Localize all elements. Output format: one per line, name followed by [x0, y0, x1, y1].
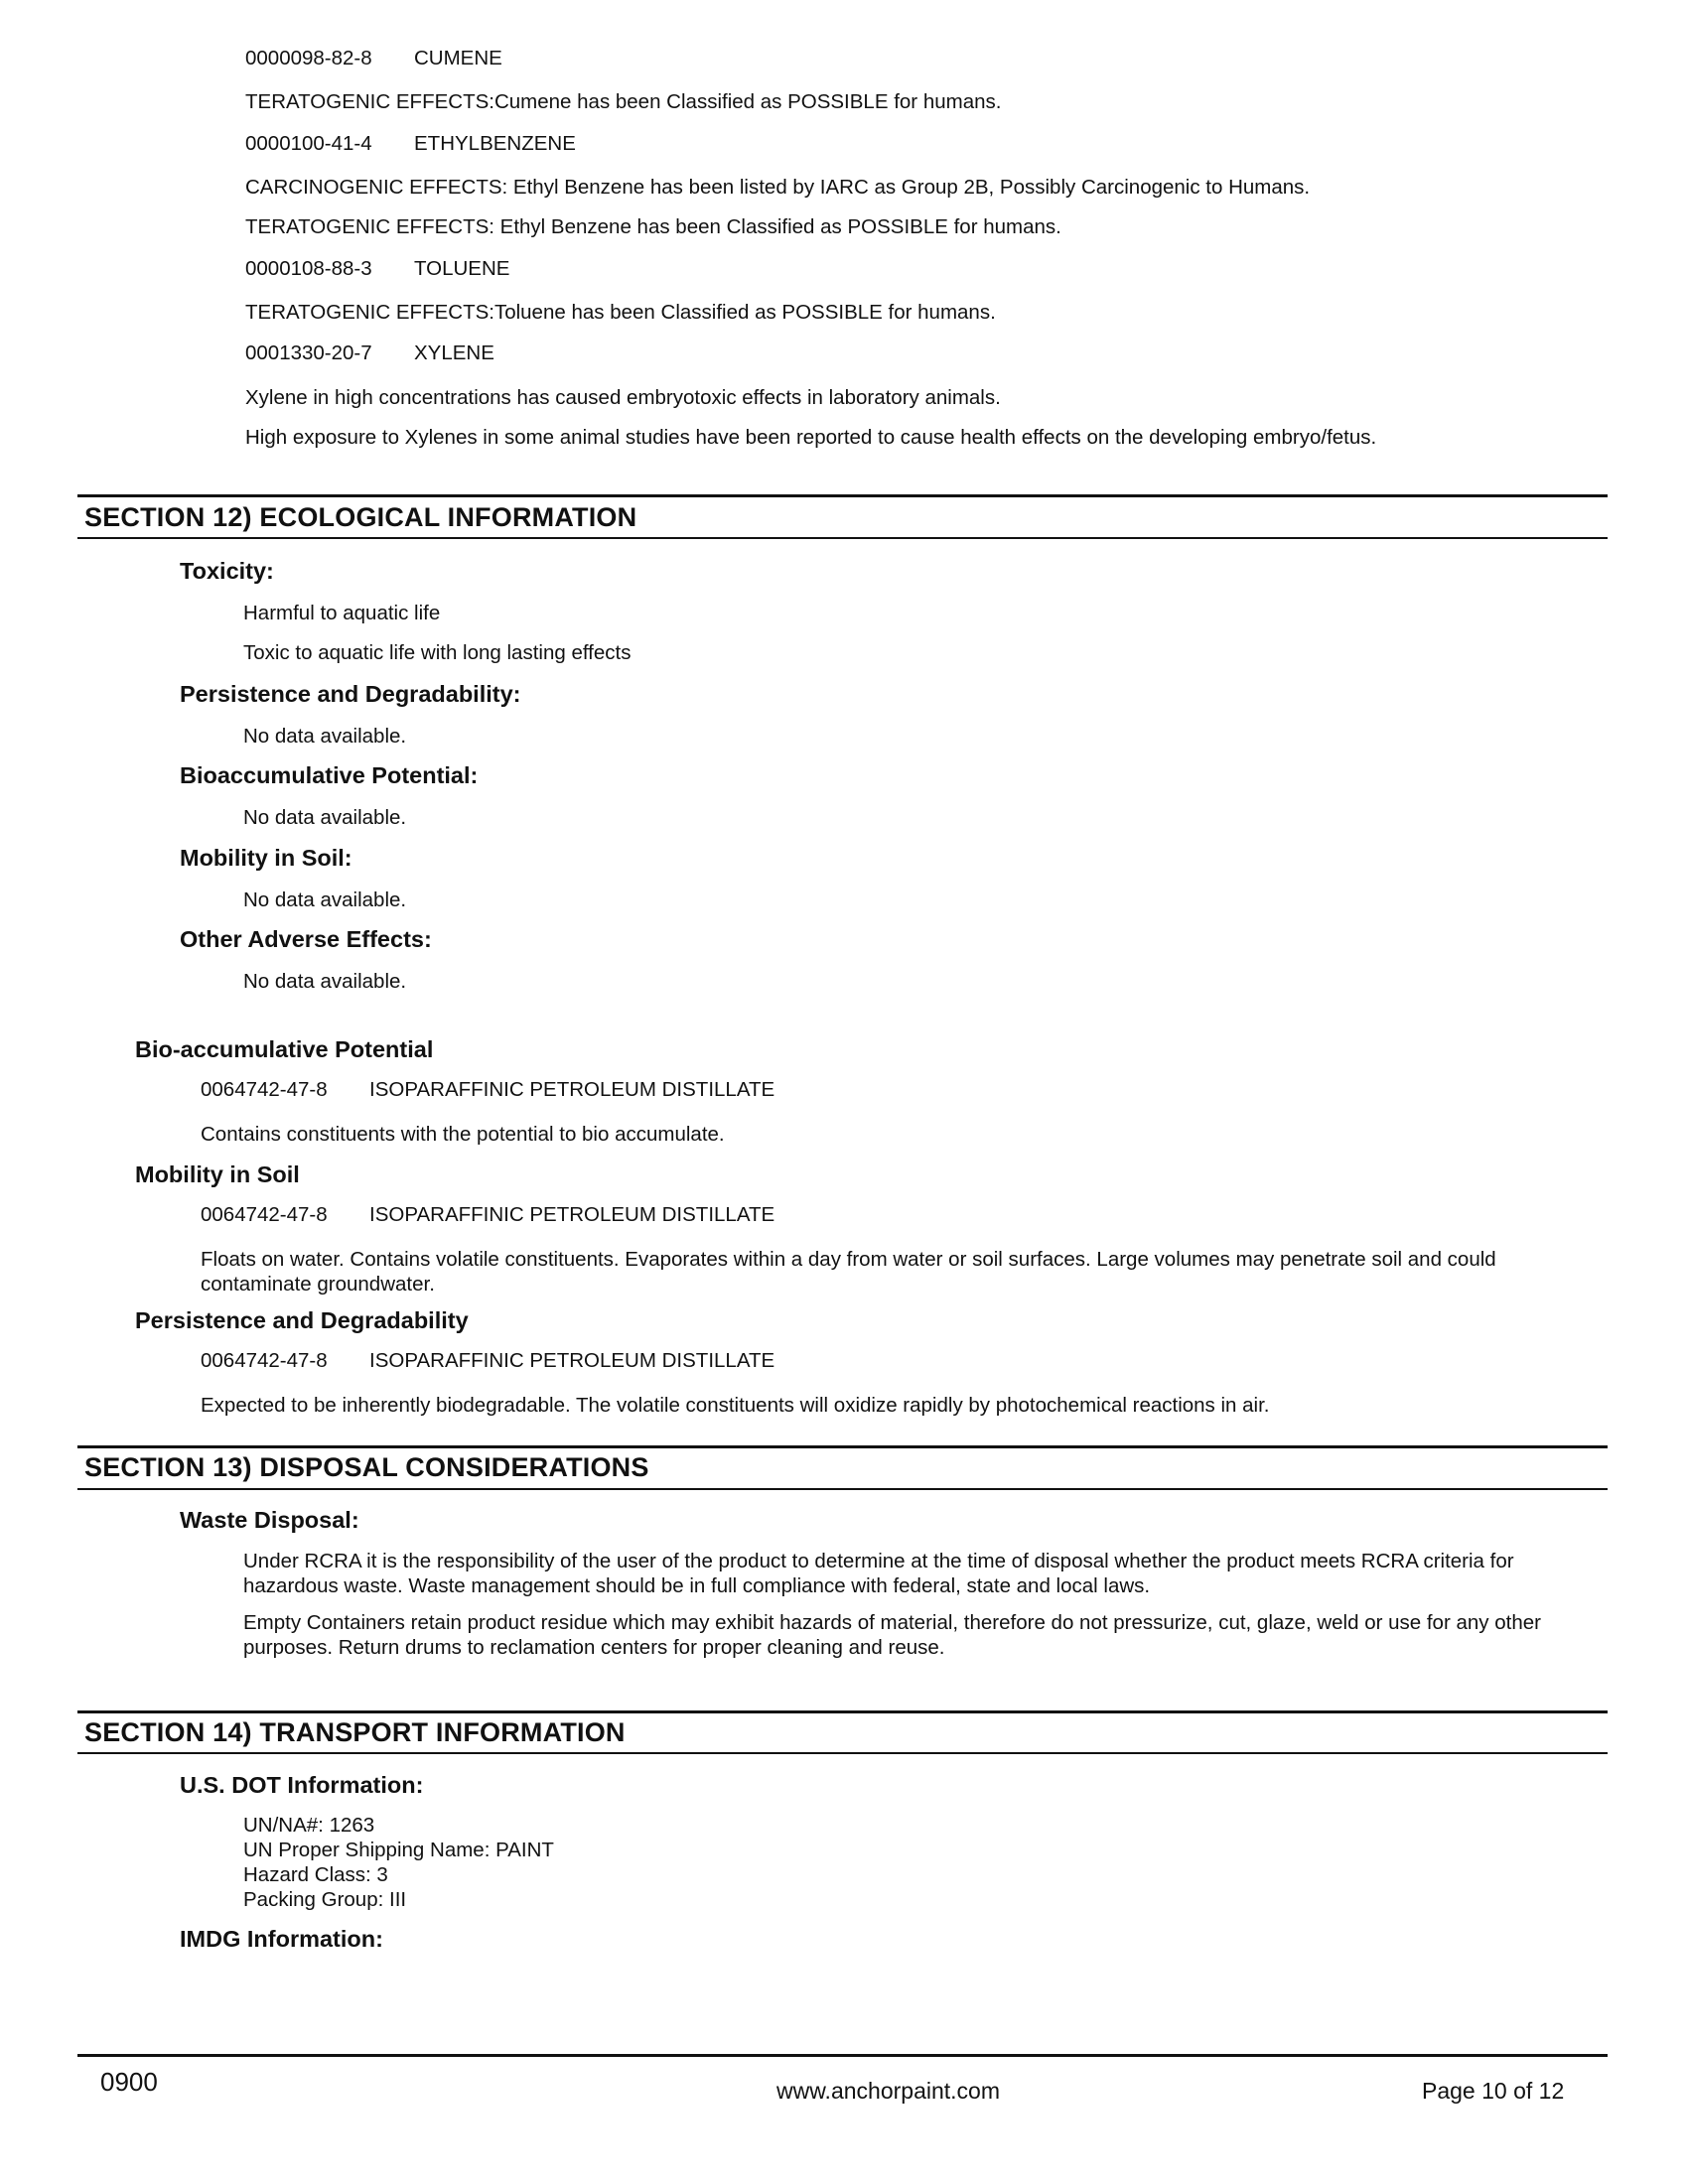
chemical-name: TOLUENE [414, 257, 510, 280]
cas-number: 0064742-47-8 [201, 1349, 328, 1372]
waste-disposal-text: Under RCRA it is the responsibility of the user of the product to determine at the time of disposal whether the product meets RCRA criteria for hazardous waste. Waste management should be in full compliance with federal, state and local laws. [243, 1550, 1514, 1597]
chemical-name: ISOPARAFFINIC PETROLEUM DISTILLATE [369, 1349, 775, 1372]
other-adverse-value: No data available. [243, 970, 407, 993]
cas-number: 0000108-88-3 [245, 257, 372, 280]
waste-disposal-text: Empty Containers retain product residue which may exhibit hazards of material, therefore do not pressurize, cut, glaze, weld or use for any other purposes. Return drums to reclamation centers for proper cleaning and reuse. [243, 1611, 1541, 1659]
bio-accumulative-text: Contains constituents with the potential to bio accumulate. [201, 1123, 725, 1146]
mobility-header: Mobility in Soil [135, 1161, 300, 1187]
hazard-class: Hazard Class: 3 [243, 1863, 388, 1886]
chemical-name: XYLENE [414, 341, 494, 364]
bioaccumulative-label: Bioaccumulative Potential: [180, 762, 479, 788]
xylene-note: High exposure to Xylenes in some animal studies have been reported to cause health effects on the developing embryo/fetus. [245, 426, 1377, 449]
cas-number: 0064742-47-8 [201, 1078, 328, 1101]
section-13-title: SECTION 13) DISPOSAL CONSIDERATIONS [84, 1452, 649, 1482]
section-divider [77, 1710, 1608, 1713]
section-divider [77, 537, 1608, 539]
chemical-name: ETHYLBENZENE [414, 132, 576, 155]
us-dot-details [243, 1813, 554, 1912]
section-12-title: SECTION 12) ECOLOGICAL INFORMATION [84, 502, 637, 532]
cas-number: 0001330-20-7 [245, 341, 372, 364]
un-number: UN/NA#: 1263 [243, 1814, 375, 1837]
bio-accumulative-header: Bio-accumulative Potential [135, 1036, 434, 1062]
toxicity-text: Toxic to aquatic life with long lasting effects [243, 641, 632, 664]
packing-group: Packing Group: III [243, 1888, 407, 1911]
other-adverse-label: Other Adverse Effects: [180, 926, 432, 952]
bio-accumulative-row [201, 1077, 774, 1102]
persistence-label: Persistence and Degradability: [180, 681, 521, 707]
cas-number: 0000100-41-4 [245, 132, 372, 155]
ethylbenzene-row [245, 131, 576, 156]
imdg-label: IMDG Information: [180, 1926, 383, 1952]
toluene-row [245, 256, 509, 281]
ethylbenzene-carcinogenic-text: CARCINOGENIC EFFECTS: Ethyl Benzene has been listed by IARC as Group 2B, Possibly Carcinogenic to Humans. [245, 176, 1311, 199]
footer-divider [77, 2054, 1608, 2057]
chemical-name: ISOPARAFFINIC PETROLEUM DISTILLATE [369, 1078, 775, 1101]
section-14-title: SECTION 14) TRANSPORT INFORMATION [84, 1717, 626, 1747]
toxicity-text: Harmful to aquatic life [243, 602, 441, 624]
mobility-row [201, 1202, 774, 1227]
toluene-teratogenic-text: TERATOGENIC EFFECTS:Toluene has been Classified as POSSIBLE for humans. [245, 301, 996, 324]
us-dot-label: U.S. DOT Information: [180, 1772, 424, 1798]
shipping-name: UN Proper Shipping Name: PAINT [243, 1839, 554, 1861]
mobility-text: Floats on water. Contains volatile constituents. Evaporates within a day from water or soil surfaces. Large volumes may penetrate soil and could contaminate groundwater. [201, 1248, 1496, 1296]
footer-website: www.anchorpaint.com [776, 2078, 1000, 2104]
cas-number: 0000098-82-8 [245, 47, 372, 69]
chemical-name: CUMENE [414, 47, 502, 69]
ethylbenzene-teratogenic-text: TERATOGENIC EFFECTS: Ethyl Benzene has been Classified as POSSIBLE for humans. [245, 215, 1061, 238]
section-divider [77, 1488, 1608, 1490]
chemical-name: ISOPARAFFINIC PETROLEUM DISTILLATE [369, 1203, 775, 1226]
bioaccumulative-value: No data available. [243, 806, 407, 829]
footer-code: 0900 [100, 2067, 158, 2097]
persistence-header: Persistence and Degradability [135, 1307, 469, 1333]
footer-page-number: Page 10 of 12 [1422, 2078, 1565, 2104]
mobility-label: Mobility in Soil: [180, 845, 352, 871]
mobility-value: No data available. [243, 888, 407, 911]
section-divider [77, 494, 1608, 497]
persistence-value: No data available. [243, 725, 407, 748]
toxicity-label: Toxicity: [180, 558, 274, 584]
waste-disposal-label: Waste Disposal: [180, 1507, 359, 1533]
cas-number: 0064742-47-8 [201, 1203, 328, 1226]
persistence-row [201, 1348, 774, 1373]
cumene-row [245, 46, 502, 70]
persistence-text: Expected to be inherently biodegradable. The volatile constituents will oxidize rapidly by photochemical reactions in air. [201, 1394, 1270, 1417]
section-divider [77, 1752, 1608, 1754]
section-divider [77, 1445, 1608, 1448]
cumene-teratogenic-text: TERATOGENIC EFFECTS:Cumene has been Classified as POSSIBLE for humans. [245, 90, 1002, 113]
xylene-note: Xylene in high concentrations has caused embryotoxic effects in laboratory animals. [245, 386, 1001, 409]
xylene-row [245, 341, 494, 365]
